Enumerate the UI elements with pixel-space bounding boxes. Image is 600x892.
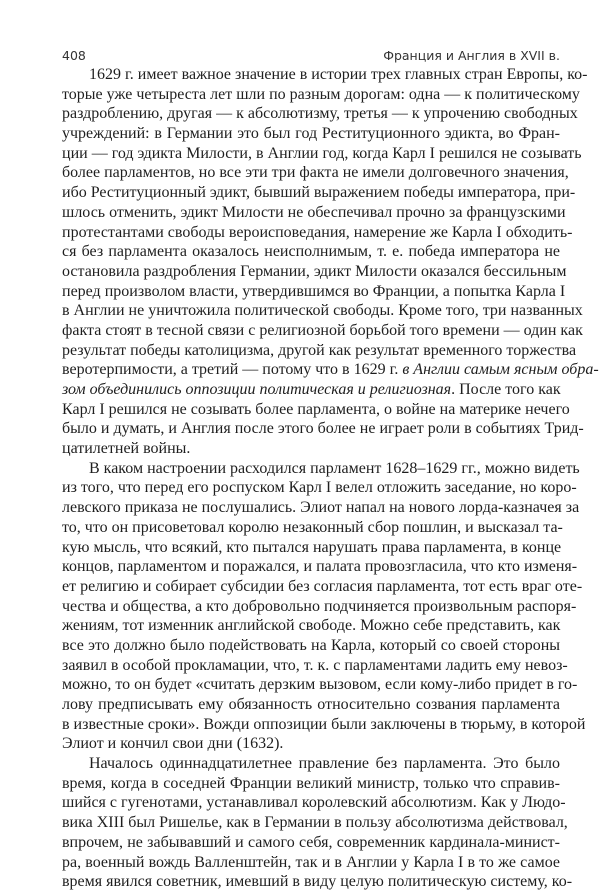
text-line: цатилетней войны. xyxy=(62,440,191,458)
body-text xyxy=(62,65,599,892)
text-line: все это должно было подействовать на Карла, который со своей стороны xyxy=(62,636,560,654)
text-line: перед произволом власти, утвердившимся во Франции, а попытка Карла I xyxy=(62,282,566,300)
text-line: более парламентов, но все эти три факта не имели долговечного значения, xyxy=(62,164,569,182)
text-line xyxy=(62,380,560,400)
text-line: кую мысль, что всякий, кто пытался нарушать права парламента, в конце xyxy=(62,538,562,556)
italic-emphasis: в Англии самым ясным обра- xyxy=(402,361,599,379)
text-line: раздроблению, другая — к абсолютизму, третья — к упрочению свободных xyxy=(62,105,578,123)
text-line: концов, парламентом и поражался, и палата провозгласила, что кто изменя- xyxy=(62,558,578,576)
text-line: жениям, тот изменник английской свободе. Можно себе представить, как xyxy=(62,617,561,635)
text-line: В каком настроении расходился парламент 1628–1629 гг., можно видеть xyxy=(89,459,580,477)
text-line: шийся с гугенотами, устанавливал королевский абсолютизм. Как у Людо- xyxy=(62,794,566,812)
text-line: из того, что перед его роспуском Карл I велел отложить заседание, но коро- xyxy=(62,479,577,497)
text-segment: . После того как xyxy=(451,381,561,398)
text-line: впрочем, не забывавший и самого себя, современник кардинала-минист- xyxy=(62,833,560,851)
text-line: остановила раздробления Германии, эдикт Милости оказался бессильным xyxy=(62,262,567,280)
text-line: ра, военный вождь Валленштейн, так и в Англии у Карла I в то же самое xyxy=(62,853,560,871)
text-line: время, когда в соседней Франции великий министр, только что справив- xyxy=(62,774,560,792)
text-line: ся без парламента оказалось неисполнимым, т. е. победа императора не xyxy=(62,243,560,261)
text-line: ет религию и собирает субсидии без согласия парламента, тот есть враг оте- xyxy=(62,577,583,595)
text-segment: веротерпимости, а третий — потому что в 1629 г. xyxy=(62,361,403,379)
text-line xyxy=(62,360,599,380)
text-line: торые уже четыреста лет шли по разным дорогам: одна — к политическому xyxy=(62,85,580,103)
text-line: Элиот и кончил свои дни (1632). xyxy=(62,735,284,753)
text-line: 1629 г. имеет важное значение в истории трех главных стран Европы, ко- xyxy=(89,66,588,83)
text-line: ции — год эдикта Милости, в Англии год, когда Карл I решился не созывать xyxy=(62,144,582,162)
paragraph xyxy=(62,459,586,754)
text-line: результат победы католицизма, другой как результат временного торжества xyxy=(62,341,577,359)
text-line: в известные сроки». Вожди оппозиции были заключены в тюрьму, в которой xyxy=(62,715,586,733)
text-line: чества и общества, а кто добровольно подчиняется произвольным распоря- xyxy=(62,597,577,615)
text-line: было и думать, и Англия после этого более не играет роли в событиях Трид- xyxy=(62,420,584,438)
text-line: факта стоят в тесной связи с религиозной борьбой того времени — один как xyxy=(62,321,583,339)
text-line: то, что он присоветовал королю незаконный сбор пошлин, и высказал та- xyxy=(62,518,563,536)
page-number: 408 xyxy=(62,48,86,63)
text-line: можно, то он будет «считать дерзким вызовом, если кому-либо придет в го- xyxy=(62,676,578,694)
text-line: протестантами свободы вероисповедания, намерение же Карла I обходить- xyxy=(62,223,573,241)
paragraph xyxy=(62,754,573,892)
text-line: время явился советник, имевший в виду целую политическую систему, ко- xyxy=(62,873,573,891)
text-line: в Англии не уничтожила политической свободы. Кроме того, три названных xyxy=(62,302,583,320)
text-line: ибо Реституционный эдикт, бывший выражением победы императора, при- xyxy=(62,184,576,202)
text-line: Карл I решился не созывать более парламента, о войне на материке нечего xyxy=(62,400,570,418)
italic-emphasis: зом объединились оппозиции политическая и религиозная xyxy=(62,381,452,398)
running-title: Франция и Англия в XVII в. xyxy=(383,48,560,63)
text-line: учреждений: в Германии это был год Реституционного эдикта, во Фран- xyxy=(62,125,560,143)
text-line: Началось одиннадцатилетнее правление без парламента. Это было xyxy=(89,755,560,773)
text-line: шлось отменить, эдикт Милости не обеспечивал прочно за французскими xyxy=(62,203,566,221)
text-line: левского приказа не послушались. Элиот напал на нового лорда-казначея за xyxy=(62,499,580,517)
text-line: заявил в особой прокламации, что, т. к. с парламентами ладить ему невоз- xyxy=(62,656,568,674)
text-line: вика XIII был Ришелье, как в Германии в пользу абсолютизма действовал, xyxy=(62,814,568,832)
paragraph xyxy=(62,65,599,459)
text-line: лову предписывать ему обязанность относительно созвания парламента xyxy=(62,696,560,713)
